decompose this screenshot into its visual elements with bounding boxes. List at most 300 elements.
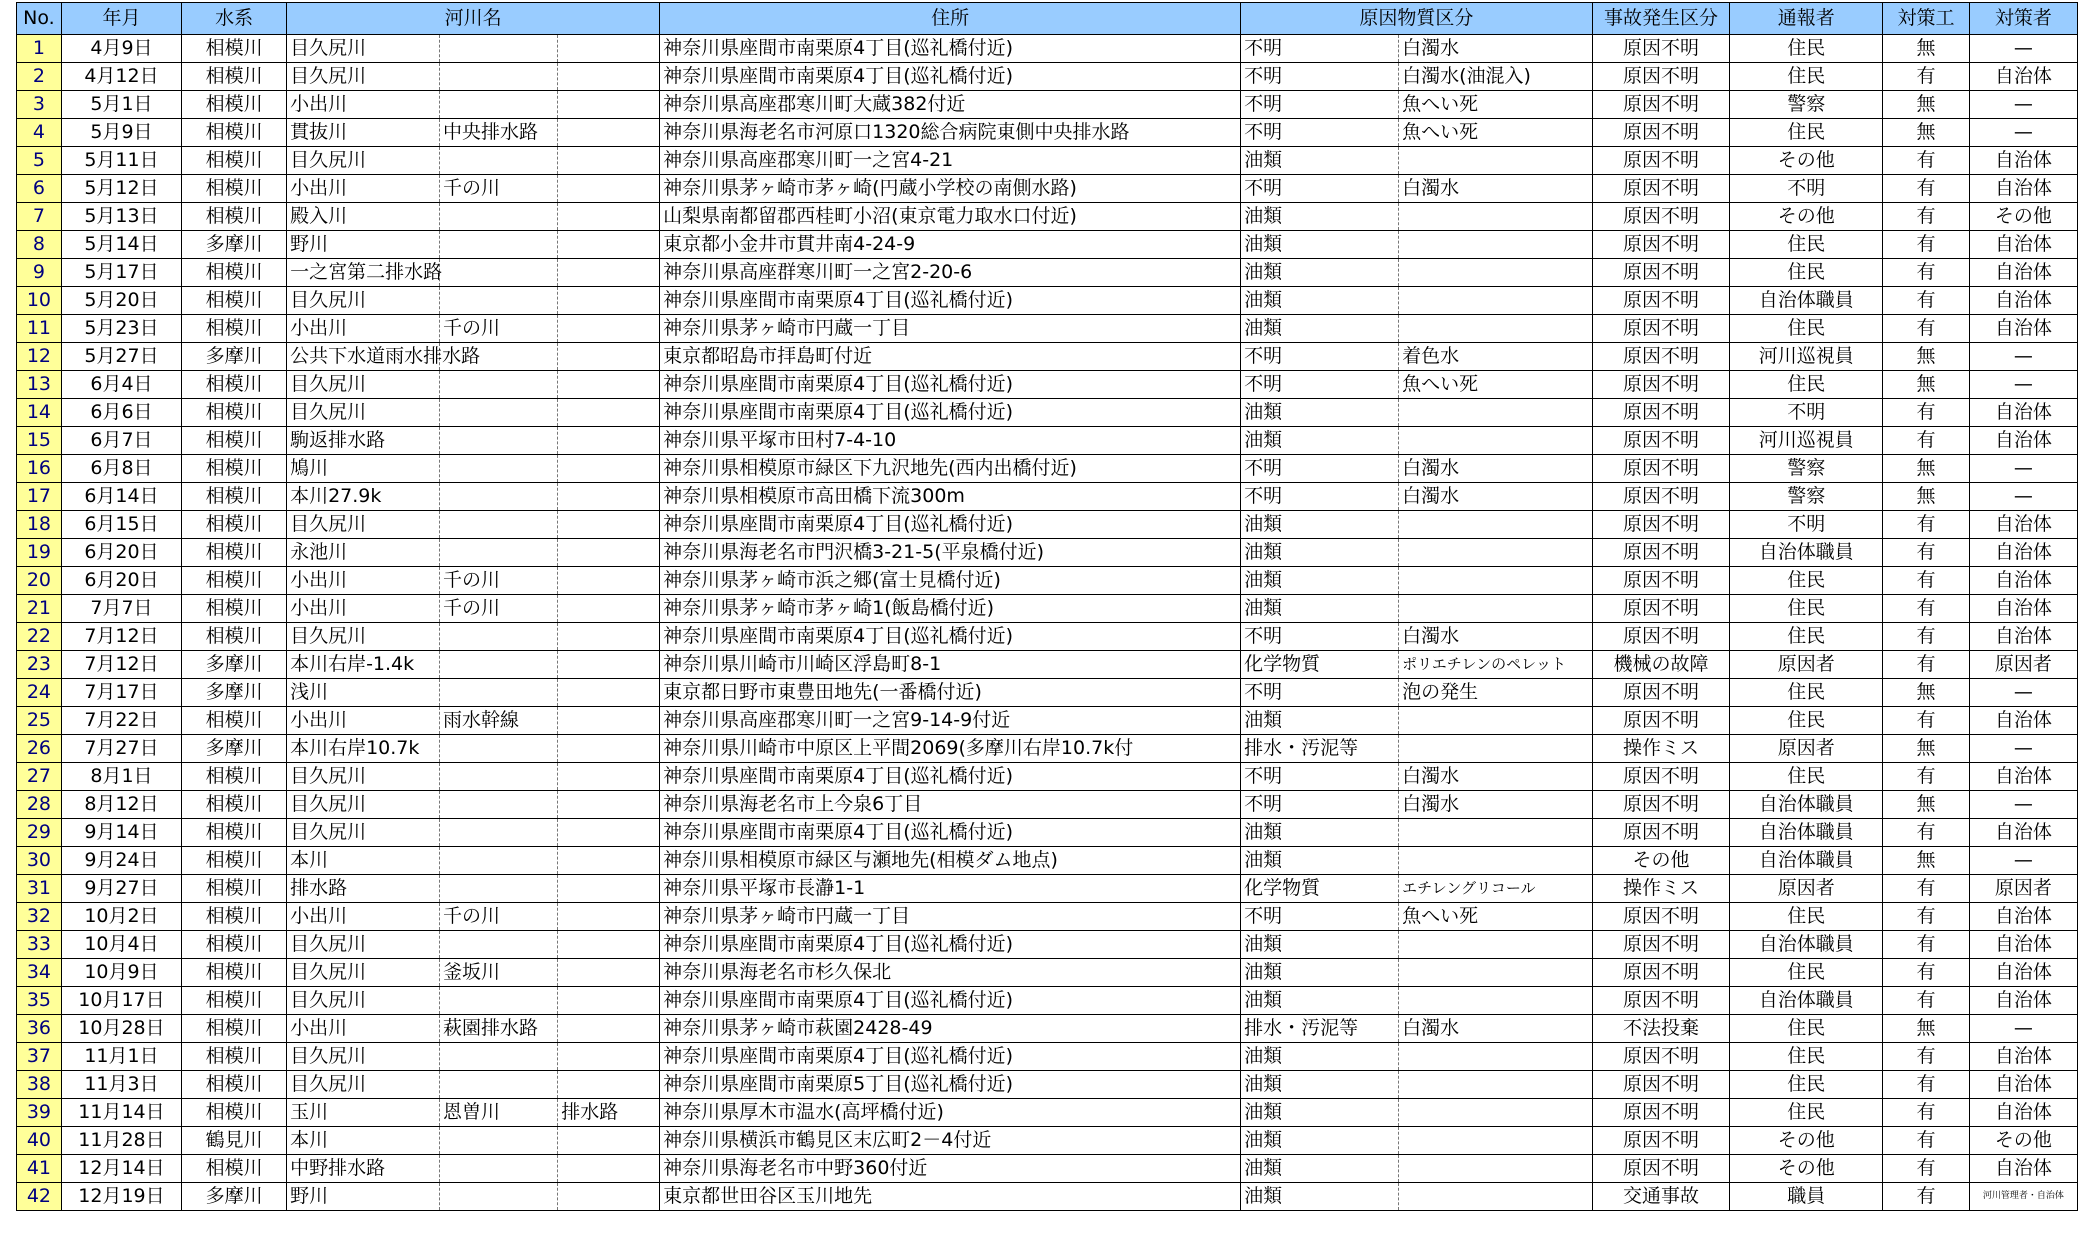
substance-category-cell: 油類 xyxy=(1241,203,1399,231)
river-name-cell: 一之宮第二排水路 xyxy=(287,259,440,287)
tributary-cell xyxy=(439,91,557,119)
address-cell: 神奈川県海老名市門沢橋3-21-5(平泉橋付近) xyxy=(660,539,1241,567)
substance-category-cell: 油類 xyxy=(1241,259,1399,287)
row-number: 13 xyxy=(17,371,62,399)
responder-cell: — xyxy=(1969,1015,2077,1043)
address-cell: 神奈川県座間市南栗原4丁目(巡礼橋付近) xyxy=(660,399,1241,427)
substance-category-cell: 油類 xyxy=(1241,1099,1399,1127)
river-name-cell: 中野排水路 xyxy=(287,1155,440,1183)
row-number: 30 xyxy=(17,847,62,875)
tributary-cell xyxy=(439,931,557,959)
river-name-cell: 小出川 xyxy=(287,707,440,735)
accident-type-cell: 操作ミス xyxy=(1592,735,1730,763)
river-name-cell: 目久尻川 xyxy=(287,35,440,63)
table-row xyxy=(17,35,2078,63)
responder-cell: 自治体 xyxy=(1969,147,2077,175)
sub-tributary-cell xyxy=(558,231,660,259)
date-cell: 8月12日 xyxy=(61,791,181,819)
sub-tributary-cell xyxy=(558,707,660,735)
river-name-cell: 目久尻川 xyxy=(287,623,440,651)
sub-tributary-cell xyxy=(558,91,660,119)
substance-detail-cell: 魚へい死 xyxy=(1399,371,1593,399)
measure-cell: 有 xyxy=(1883,987,1970,1015)
water-system-cell: 相模川 xyxy=(182,91,287,119)
river-name-cell: 小出川 xyxy=(287,567,440,595)
water-system-cell: 相模川 xyxy=(182,63,287,91)
sub-tributary-cell xyxy=(558,1127,660,1155)
address-cell: 神奈川県厚木市温水(高坪橋付近) xyxy=(660,1099,1241,1127)
substance-detail-cell xyxy=(1399,287,1593,315)
tributary-cell xyxy=(439,1043,557,1071)
tributary-cell xyxy=(439,35,557,63)
accident-type-cell: 原因不明 xyxy=(1592,1155,1730,1183)
sub-tributary-cell xyxy=(558,175,660,203)
date-cell: 8月1日 xyxy=(61,763,181,791)
row-number: 20 xyxy=(17,567,62,595)
substance-detail-cell: ポリエチレンのペレット xyxy=(1399,651,1593,679)
address-cell: 神奈川県平塚市田村7-4-10 xyxy=(660,427,1241,455)
substance-category-cell: 不明 xyxy=(1241,483,1399,511)
date-cell: 5月17日 xyxy=(61,259,181,287)
substance-category-cell: 油類 xyxy=(1241,511,1399,539)
tributary-cell xyxy=(439,763,557,791)
reporter-cell: 住民 xyxy=(1730,315,1883,343)
tributary-cell xyxy=(439,847,557,875)
address-cell: 神奈川県茅ヶ崎市萩園2428-49 xyxy=(660,1015,1241,1043)
table-row xyxy=(17,511,2078,539)
measure-cell: 有 xyxy=(1883,1183,1970,1211)
substance-detail-cell: 魚へい死 xyxy=(1399,91,1593,119)
table-row xyxy=(17,371,2078,399)
sub-tributary-cell xyxy=(558,651,660,679)
substance-detail-cell: 着色水 xyxy=(1399,343,1593,371)
date-cell: 6月20日 xyxy=(61,539,181,567)
sub-tributary-cell xyxy=(558,763,660,791)
water-system-cell: 相模川 xyxy=(182,1043,287,1071)
date-cell: 5月9日 xyxy=(61,119,181,147)
measure-cell: 無 xyxy=(1883,847,1970,875)
measure-cell: 有 xyxy=(1883,427,1970,455)
accident-type-cell: 原因不明 xyxy=(1592,567,1730,595)
substance-category-cell: 油類 xyxy=(1241,567,1399,595)
measure-cell: 無 xyxy=(1883,91,1970,119)
sub-tributary-cell xyxy=(558,623,660,651)
substance-category-cell: 油類 xyxy=(1241,539,1399,567)
date-cell: 5月20日 xyxy=(61,287,181,315)
row-number: 41 xyxy=(17,1155,62,1183)
measure-cell: 有 xyxy=(1883,1071,1970,1099)
date-cell: 10月28日 xyxy=(61,1015,181,1043)
sub-tributary-cell xyxy=(558,315,660,343)
responder-cell: 自治体 xyxy=(1969,707,2077,735)
measure-cell: 無 xyxy=(1883,455,1970,483)
water-system-cell: 相模川 xyxy=(182,1015,287,1043)
row-number: 11 xyxy=(17,315,62,343)
tributary-cell: 千の川 xyxy=(439,315,557,343)
accident-type-cell: 原因不明 xyxy=(1592,987,1730,1015)
address-cell: 神奈川県川崎市川崎区浮島町8-1 xyxy=(660,651,1241,679)
measure-cell: 有 xyxy=(1883,511,1970,539)
row-number: 23 xyxy=(17,651,62,679)
reporter-cell: 警察 xyxy=(1730,91,1883,119)
header-date: 年月 xyxy=(61,3,181,35)
accident-type-cell: 原因不明 xyxy=(1592,259,1730,287)
address-cell: 神奈川県高座郡寒川町一之宮9-14-9付近 xyxy=(660,707,1241,735)
substance-detail-cell xyxy=(1399,847,1593,875)
row-number: 12 xyxy=(17,343,62,371)
accident-type-cell: 原因不明 xyxy=(1592,63,1730,91)
date-cell: 5月23日 xyxy=(61,315,181,343)
date-cell: 7月27日 xyxy=(61,735,181,763)
accident-type-cell: 原因不明 xyxy=(1592,595,1730,623)
substance-category-cell: 油類 xyxy=(1241,987,1399,1015)
water-system-cell: 相模川 xyxy=(182,567,287,595)
responder-cell: — xyxy=(1969,735,2077,763)
address-cell: 神奈川県相模原市緑区与瀬地先(相模ダム地点) xyxy=(660,847,1241,875)
date-cell: 4月9日 xyxy=(61,35,181,63)
date-cell: 11月1日 xyxy=(61,1043,181,1071)
water-system-cell: 多摩川 xyxy=(182,1183,287,1211)
reporter-cell: 警察 xyxy=(1730,483,1883,511)
responder-cell: 自治体 xyxy=(1969,1099,2077,1127)
measure-cell: 無 xyxy=(1883,735,1970,763)
reporter-cell: 住民 xyxy=(1730,567,1883,595)
tributary-cell xyxy=(439,875,557,903)
tributary-cell xyxy=(439,623,557,651)
tributary-cell xyxy=(439,455,557,483)
substance-detail-cell xyxy=(1399,567,1593,595)
table-row xyxy=(17,259,2078,287)
table-row xyxy=(17,63,2078,91)
address-cell: 東京都小金井市貫井南4-24-9 xyxy=(660,231,1241,259)
sub-tributary-cell xyxy=(558,595,660,623)
date-cell: 11月28日 xyxy=(61,1127,181,1155)
river-name-cell: 目久尻川 xyxy=(287,1043,440,1071)
river-name-cell: 目久尻川 xyxy=(287,959,440,987)
table-row xyxy=(17,91,2078,119)
substance-category-cell: 油類 xyxy=(1241,847,1399,875)
accident-type-cell: 原因不明 xyxy=(1592,455,1730,483)
responder-cell: — xyxy=(1969,847,2077,875)
responder-cell: 自治体 xyxy=(1969,1071,2077,1099)
tributary-cell xyxy=(439,1183,557,1211)
river-name-cell: 駒返排水路 xyxy=(287,427,440,455)
date-cell: 6月7日 xyxy=(61,427,181,455)
address-cell: 神奈川県高座郡寒川町一之宮4-21 xyxy=(660,147,1241,175)
sub-tributary-cell xyxy=(558,679,660,707)
accident-type-cell: 原因不明 xyxy=(1592,371,1730,399)
water-system-cell: 相模川 xyxy=(182,987,287,1015)
address-cell: 神奈川県高座群寒川町一之宮2-20-6 xyxy=(660,259,1241,287)
address-cell: 神奈川県茅ヶ崎市円蔵一丁目 xyxy=(660,903,1241,931)
substance-detail-cell: 魚へい死 xyxy=(1399,903,1593,931)
table-row xyxy=(17,987,2078,1015)
date-cell: 9月24日 xyxy=(61,847,181,875)
tributary-cell xyxy=(439,1071,557,1099)
table-row xyxy=(17,595,2078,623)
table-row xyxy=(17,203,2078,231)
river-name-cell: 目久尻川 xyxy=(287,147,440,175)
reporter-cell: その他 xyxy=(1730,147,1883,175)
substance-category-cell: 油類 xyxy=(1241,959,1399,987)
reporter-cell: 自治体職員 xyxy=(1730,987,1883,1015)
water-system-cell: 相模川 xyxy=(182,875,287,903)
table-row xyxy=(17,1099,2078,1127)
substance-category-cell: 排水・汚泥等 xyxy=(1241,735,1399,763)
table-row xyxy=(17,343,2078,371)
water-system-cell: 相模川 xyxy=(182,175,287,203)
sub-tributary-cell xyxy=(558,735,660,763)
accident-type-cell: 原因不明 xyxy=(1592,903,1730,931)
substance-detail-cell xyxy=(1399,511,1593,539)
address-cell: 神奈川県茅ヶ崎市茅ヶ崎1(飯島橋付近) xyxy=(660,595,1241,623)
responder-cell: — xyxy=(1969,483,2077,511)
substance-category-cell: 油類 xyxy=(1241,231,1399,259)
responder-cell: 自治体 xyxy=(1969,539,2077,567)
measure-cell: 有 xyxy=(1883,539,1970,567)
water-system-cell: 相模川 xyxy=(182,259,287,287)
river-name-cell: 永池川 xyxy=(287,539,440,567)
measure-cell: 有 xyxy=(1883,203,1970,231)
sub-tributary-cell xyxy=(558,399,660,427)
reporter-cell: 住民 xyxy=(1730,371,1883,399)
water-system-cell: 相模川 xyxy=(182,371,287,399)
water-system-cell: 相模川 xyxy=(182,623,287,651)
responder-cell: 自治体 xyxy=(1969,399,2077,427)
responder-cell: 自治体 xyxy=(1969,175,2077,203)
river-name-cell: 本川右岸-1.4k xyxy=(287,651,440,679)
sub-tributary-cell xyxy=(558,287,660,315)
measure-cell: 有 xyxy=(1883,567,1970,595)
table-row xyxy=(17,903,2078,931)
row-number: 35 xyxy=(17,987,62,1015)
address-cell: 神奈川県高座郡寒川町大蔵382付近 xyxy=(660,91,1241,119)
measure-cell: 有 xyxy=(1883,259,1970,287)
reporter-cell: その他 xyxy=(1730,1155,1883,1183)
accident-type-cell: 不法投棄 xyxy=(1592,1015,1730,1043)
accident-type-cell: 原因不明 xyxy=(1592,1099,1730,1127)
measure-cell: 有 xyxy=(1883,1127,1970,1155)
tributary-cell: 千の川 xyxy=(439,903,557,931)
address-cell: 神奈川県座間市南栗原4丁目(巡礼橋付近) xyxy=(660,511,1241,539)
river-name-cell: 目久尻川 xyxy=(287,287,440,315)
tributary-cell: 千の川 xyxy=(439,175,557,203)
header-accident-type: 事故発生区分 xyxy=(1592,3,1730,35)
substance-category-cell: 油類 xyxy=(1241,1183,1399,1211)
responder-cell: 自治体 xyxy=(1969,1043,2077,1071)
date-cell: 5月14日 xyxy=(61,231,181,259)
table-row xyxy=(17,679,2078,707)
accident-type-cell: 原因不明 xyxy=(1592,679,1730,707)
header-responder: 対策者 xyxy=(1969,3,2077,35)
date-cell: 6月4日 xyxy=(61,371,181,399)
river-name-cell: 小出川 xyxy=(287,595,440,623)
address-cell: 神奈川県座間市南栗原4丁目(巡礼橋付近) xyxy=(660,931,1241,959)
sub-tributary-cell xyxy=(558,539,660,567)
water-system-cell: 相模川 xyxy=(182,819,287,847)
water-system-cell: 相模川 xyxy=(182,1071,287,1099)
water-system-cell: 相模川 xyxy=(182,315,287,343)
substance-category-cell: 油類 xyxy=(1241,1127,1399,1155)
header-water-system: 水系 xyxy=(182,3,287,35)
tributary-cell xyxy=(439,259,557,287)
tributary-cell: 雨水幹線 xyxy=(439,707,557,735)
water-system-cell: 相模川 xyxy=(182,119,287,147)
tributary-cell xyxy=(439,483,557,511)
date-cell: 5月12日 xyxy=(61,175,181,203)
water-system-cell: 相模川 xyxy=(182,931,287,959)
responder-cell: 自治体 xyxy=(1969,427,2077,455)
measure-cell: 有 xyxy=(1883,875,1970,903)
address-cell: 神奈川県座間市南栗原4丁目(巡礼橋付近) xyxy=(660,35,1241,63)
river-name-cell: 排水路 xyxy=(287,875,440,903)
substance-category-cell: 不明 xyxy=(1241,119,1399,147)
table-row xyxy=(17,231,2078,259)
row-number: 6 xyxy=(17,175,62,203)
accident-type-cell: 原因不明 xyxy=(1592,119,1730,147)
measure-cell: 有 xyxy=(1883,315,1970,343)
row-number: 14 xyxy=(17,399,62,427)
responder-cell: — xyxy=(1969,371,2077,399)
table-row xyxy=(17,1015,2078,1043)
table-row xyxy=(17,959,2078,987)
date-cell: 11月3日 xyxy=(61,1071,181,1099)
tributary-cell xyxy=(439,63,557,91)
date-cell: 10月4日 xyxy=(61,931,181,959)
accident-type-cell: 原因不明 xyxy=(1592,959,1730,987)
substance-detail-cell xyxy=(1399,931,1593,959)
accident-type-cell: 原因不明 xyxy=(1592,315,1730,343)
measure-cell: 有 xyxy=(1883,819,1970,847)
river-name-cell: 鳩川 xyxy=(287,455,440,483)
tributary-cell xyxy=(439,679,557,707)
tributary-cell xyxy=(439,1155,557,1183)
table-row xyxy=(17,175,2078,203)
date-cell: 5月13日 xyxy=(61,203,181,231)
address-cell: 神奈川県座間市南栗原4丁目(巡礼橋付近) xyxy=(660,63,1241,91)
substance-detail-cell: エチレングリコール xyxy=(1399,875,1593,903)
responder-cell: 原因者 xyxy=(1969,875,2077,903)
row-number: 32 xyxy=(17,903,62,931)
water-system-cell: 相模川 xyxy=(182,707,287,735)
water-system-cell: 相模川 xyxy=(182,203,287,231)
tributary-cell xyxy=(439,203,557,231)
header-no: No. xyxy=(17,3,62,35)
reporter-cell: 原因者 xyxy=(1730,651,1883,679)
reporter-cell: 自治体職員 xyxy=(1730,791,1883,819)
measure-cell: 無 xyxy=(1883,371,1970,399)
substance-detail-cell: 白濁水 xyxy=(1399,175,1593,203)
measure-cell: 有 xyxy=(1883,763,1970,791)
row-number: 1 xyxy=(17,35,62,63)
measure-cell: 有 xyxy=(1883,63,1970,91)
measure-cell: 有 xyxy=(1883,231,1970,259)
responder-cell: 自治体 xyxy=(1969,567,2077,595)
address-cell: 東京都日野市東豊田地先(一番橋付近) xyxy=(660,679,1241,707)
responder-cell: 自治体 xyxy=(1969,315,2077,343)
substance-detail-cell xyxy=(1399,1071,1593,1099)
address-cell: 神奈川県座間市南栗原4丁目(巡礼橋付近) xyxy=(660,1043,1241,1071)
substance-category-cell: 油類 xyxy=(1241,427,1399,455)
substance-category-cell: 油類 xyxy=(1241,1043,1399,1071)
substance-detail-cell xyxy=(1399,259,1593,287)
water-system-cell: 多摩川 xyxy=(182,679,287,707)
substance-detail-cell xyxy=(1399,1127,1593,1155)
reporter-cell: 自治体職員 xyxy=(1730,931,1883,959)
date-cell: 7月7日 xyxy=(61,595,181,623)
table-row xyxy=(17,1043,2078,1071)
tributary-cell: 中央排水路 xyxy=(439,119,557,147)
address-cell: 神奈川県海老名市杉久保北 xyxy=(660,959,1241,987)
measure-cell: 有 xyxy=(1883,1099,1970,1127)
reporter-cell: 不明 xyxy=(1730,175,1883,203)
measure-cell: 有 xyxy=(1883,651,1970,679)
sub-tributary-cell xyxy=(558,987,660,1015)
row-number: 21 xyxy=(17,595,62,623)
substance-detail-cell xyxy=(1399,427,1593,455)
sub-tributary-cell xyxy=(558,427,660,455)
substance-detail-cell xyxy=(1399,203,1593,231)
reporter-cell: 住民 xyxy=(1730,1015,1883,1043)
table-row xyxy=(17,847,2078,875)
substance-category-cell: 不明 xyxy=(1241,791,1399,819)
reporter-cell: 河川巡視員 xyxy=(1730,343,1883,371)
water-system-cell: 相模川 xyxy=(182,791,287,819)
address-cell: 山梨県南都留郡西桂町小沼(東京電力取水口付近) xyxy=(660,203,1241,231)
substance-category-cell: 不明 xyxy=(1241,679,1399,707)
substance-detail-cell: 白濁水 xyxy=(1399,763,1593,791)
date-cell: 7月22日 xyxy=(61,707,181,735)
river-name-cell: 目久尻川 xyxy=(287,63,440,91)
measure-cell: 有 xyxy=(1883,931,1970,959)
substance-category-cell: 油類 xyxy=(1241,147,1399,175)
table-row xyxy=(17,791,2078,819)
responder-cell: — xyxy=(1969,455,2077,483)
substance-category-cell: 不明 xyxy=(1241,343,1399,371)
reporter-cell: 住民 xyxy=(1730,679,1883,707)
address-cell: 神奈川県座間市南栗原4丁目(巡礼橋付近) xyxy=(660,371,1241,399)
address-cell: 神奈川県相模原市高田橋下流300m xyxy=(660,483,1241,511)
water-system-cell: 相模川 xyxy=(182,511,287,539)
river-name-cell: 目久尻川 xyxy=(287,511,440,539)
tributary-cell xyxy=(439,427,557,455)
tributary-cell xyxy=(439,819,557,847)
table-row xyxy=(17,1183,2078,1211)
row-number: 19 xyxy=(17,539,62,567)
row-number: 28 xyxy=(17,791,62,819)
measure-cell: 有 xyxy=(1883,707,1970,735)
sub-tributary-cell xyxy=(558,147,660,175)
river-name-cell: 目久尻川 xyxy=(287,791,440,819)
table-row xyxy=(17,819,2078,847)
tributary-cell xyxy=(439,987,557,1015)
reporter-cell: 警察 xyxy=(1730,455,1883,483)
sub-tributary-cell: 排水路 xyxy=(558,1099,660,1127)
row-number: 36 xyxy=(17,1015,62,1043)
water-system-cell: 多摩川 xyxy=(182,231,287,259)
date-cell: 9月14日 xyxy=(61,819,181,847)
river-name-cell: 本川27.9k xyxy=(287,483,440,511)
row-number: 5 xyxy=(17,147,62,175)
river-name-cell: 浅川 xyxy=(287,679,440,707)
address-cell: 神奈川県茅ヶ崎市浜之郷(富士見橋付近) xyxy=(660,567,1241,595)
substance-category-cell: 油類 xyxy=(1241,707,1399,735)
river-name-cell: 小出川 xyxy=(287,175,440,203)
river-name-cell: 貫抜川 xyxy=(287,119,440,147)
tributary-cell: 恩曽川 xyxy=(439,1099,557,1127)
substance-detail-cell: 白濁水 xyxy=(1399,623,1593,651)
sub-tributary-cell xyxy=(558,1071,660,1099)
